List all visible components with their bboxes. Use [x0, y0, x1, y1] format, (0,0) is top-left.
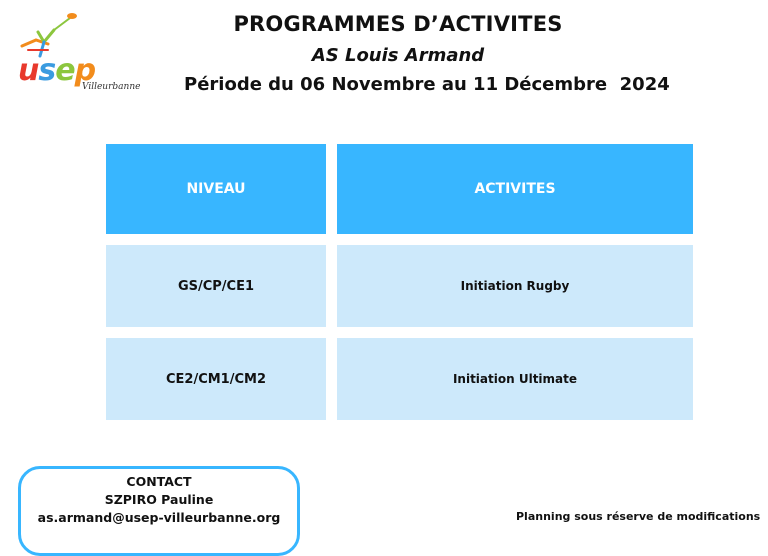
header-niveau: NIVEAU: [106, 144, 326, 234]
row-1-activite: Initiation Rugby: [337, 245, 693, 327]
row-2-niveau: CE2/CM1/CM2: [106, 338, 326, 420]
planning-note: Planning sous réserve de modifications: [516, 510, 761, 523]
page-title: PROGRAMMES D’ACTIVITES: [233, 12, 563, 36]
logo-letter-u: u: [18, 53, 39, 88]
header-activites: ACTIVITES: [337, 144, 693, 234]
contact-label: CONTACT: [126, 474, 192, 489]
period-text: Période du 06 Novembre au 11 Décembre 2024: [184, 74, 670, 95]
contact-email[interactable]: as.armand@usep-villeurbanne.org: [37, 510, 281, 525]
contact-name: SZPIRO Pauline: [104, 492, 214, 507]
logo-subtitle: Villeurbanne: [82, 82, 141, 92]
logo-letter-p: p: [74, 53, 96, 88]
logo-letter-s: s: [38, 53, 56, 88]
school-name: AS Louis Armand: [311, 45, 485, 66]
row-2-activite: Initiation Ultimate: [337, 338, 693, 420]
contact-box: [18, 466, 300, 556]
row-1-niveau: GS/CP/CE1: [106, 245, 326, 327]
logo-letter-e: e: [55, 53, 75, 88]
